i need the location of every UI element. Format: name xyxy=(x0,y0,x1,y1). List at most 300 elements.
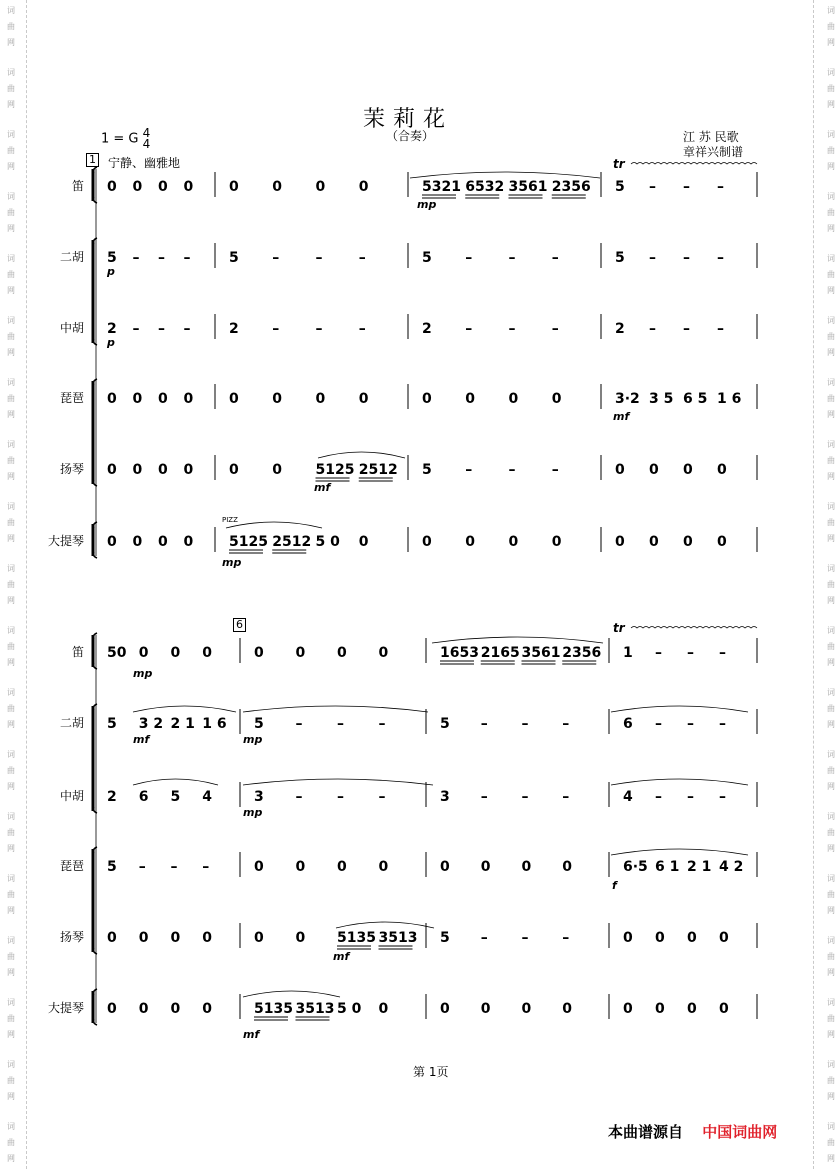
instrument-label-zhonghu: 中胡 xyxy=(59,321,84,335)
instrument-label-di: 笛 xyxy=(71,645,84,659)
note-erhu: 5 xyxy=(107,716,117,732)
watermark-glyph: 词 xyxy=(827,316,835,325)
note-erhu: – xyxy=(508,250,516,266)
note-di: – xyxy=(687,645,694,661)
dynamic-marking: mp xyxy=(243,806,263,819)
watermark-glyph: 网 xyxy=(827,596,835,605)
note-di: 0 xyxy=(295,645,306,661)
note-erhu: 5 xyxy=(229,250,239,266)
note-pipa: 0 xyxy=(422,391,432,407)
note-zhonghu: – xyxy=(315,321,323,337)
note-cello: 0 xyxy=(158,534,168,550)
watermark-glyph: 曲 xyxy=(827,642,835,651)
note-cello: 0 xyxy=(107,1001,117,1017)
watermark-glyph: 网 xyxy=(827,38,835,47)
slur xyxy=(133,706,236,712)
watermark-glyph: 网 xyxy=(827,100,835,109)
watermark-glyph: 网 xyxy=(7,782,15,791)
page-number: 第 1页 xyxy=(413,1065,449,1079)
note-zhonghu: 2 xyxy=(107,789,117,805)
note-pipa: 4 2 xyxy=(719,859,744,875)
bracket-hook-bottom xyxy=(93,663,97,669)
pizz-marking: PIZZ xyxy=(222,516,238,524)
watermark-glyph: 曲 xyxy=(7,84,15,93)
time-sig-bottom: 4 xyxy=(142,137,151,151)
watermark-glyph: 网 xyxy=(7,968,15,977)
note-di: 5321 xyxy=(422,179,461,195)
dynamic-marking: mf xyxy=(333,950,350,963)
watermark-glyph: 词 xyxy=(7,192,15,201)
watermark-glyph: 曲 xyxy=(7,518,15,527)
watermark-glyph: 词 xyxy=(7,378,15,387)
note-zhonghu: – xyxy=(562,789,570,805)
note-cello: 0 xyxy=(440,1001,450,1017)
note-pipa: 0 xyxy=(480,859,491,875)
note-di: 0 xyxy=(183,179,194,195)
watermark-glyph: 词 xyxy=(7,6,15,15)
note-di: 0 xyxy=(254,645,264,661)
watermark-glyph: 网 xyxy=(827,782,835,791)
watermark-glyph: 网 xyxy=(827,720,835,729)
instrument-label-erhu: 二胡 xyxy=(59,716,84,730)
slur xyxy=(611,706,748,712)
instrument-label-cello: 大提琴 xyxy=(47,1001,84,1015)
watermark-glyph: 词 xyxy=(7,68,15,77)
note-pipa: 0 xyxy=(358,391,369,407)
bracket-hook-bottom xyxy=(93,197,97,203)
note-di: 0 xyxy=(229,179,239,195)
watermark-glyph: 网 xyxy=(7,348,15,357)
note-zhonghu: – xyxy=(551,321,559,337)
watermark-glyph: 网 xyxy=(827,658,835,667)
note-zhonghu: – xyxy=(687,789,694,805)
note-cello: 5 0 xyxy=(337,1001,362,1017)
watermark-glyph: 网 xyxy=(827,1092,835,1101)
note-di: 0 xyxy=(272,179,282,195)
instrument-label-pipa: 琵琶 xyxy=(59,859,84,873)
note-di: 3561 xyxy=(508,179,548,195)
dynamic-marking: p xyxy=(107,336,115,349)
watermark-glyph: 曲 xyxy=(827,270,835,279)
dynamic-marking: p xyxy=(107,265,115,278)
note-erhu: – xyxy=(272,250,280,266)
note-di: 0 xyxy=(337,645,347,661)
note-erhu: 5 xyxy=(422,250,432,266)
note-yangqin: 0 xyxy=(687,930,697,946)
watermark-glyph: 词 xyxy=(7,998,15,1007)
note-erhu: 5 xyxy=(254,716,264,732)
watermark-glyph: 词 xyxy=(827,6,835,15)
watermark-glyph: 网 xyxy=(827,286,835,295)
note-cello: 0 xyxy=(508,534,519,550)
note-cello: 0 xyxy=(378,1001,389,1017)
watermark-glyph: 曲 xyxy=(827,1138,835,1147)
time-sig-top: 4 xyxy=(142,126,151,140)
note-cello: 2512 xyxy=(272,534,312,550)
arranger-credit: 章祥兴制谱 xyxy=(683,145,744,159)
note-cello: 0 xyxy=(615,534,625,550)
watermark-glyph: 词 xyxy=(827,254,835,263)
note-yangqin: 5125 xyxy=(315,462,355,478)
dynamic-marking: mp xyxy=(243,733,263,746)
note-yangqin: – xyxy=(551,462,559,478)
watermark-glyph: 网 xyxy=(7,224,15,233)
watermark-glyph: 网 xyxy=(827,224,835,233)
note-cello: 0 xyxy=(717,534,727,550)
note-di: 0 xyxy=(315,179,326,195)
bracket-hook-top xyxy=(93,989,97,995)
trill-marking: tr xyxy=(613,621,625,635)
watermark-glyph: 曲 xyxy=(7,828,15,837)
watermark-glyph: 词 xyxy=(7,1060,15,1069)
note-zhonghu: 2 xyxy=(422,321,432,337)
note-di: 1653 xyxy=(440,645,479,661)
note-cello: 3513 xyxy=(295,1001,335,1017)
watermark-glyph: 词 xyxy=(827,998,835,1007)
note-pipa: 1 6 xyxy=(717,391,742,407)
note-zhonghu: – xyxy=(717,321,724,337)
watermark-glyph: 网 xyxy=(7,844,15,853)
note-cello: 0 xyxy=(649,534,659,550)
watermark-glyph: 词 xyxy=(7,688,15,697)
watermark-glyph: 曲 xyxy=(7,208,15,217)
slur xyxy=(243,991,340,997)
note-yangqin: 5 xyxy=(440,930,450,946)
watermark-glyph: 词 xyxy=(7,874,15,883)
instrument-label-zhonghu: 中胡 xyxy=(59,789,84,803)
watermark-glyph: 曲 xyxy=(827,332,835,341)
watermark-glyph: 网 xyxy=(7,596,15,605)
watermark-glyph: 曲 xyxy=(7,890,15,899)
note-zhonghu: – xyxy=(480,789,488,805)
watermark-glyph: 词 xyxy=(7,1122,15,1131)
watermark-glyph: 曲 xyxy=(7,1138,15,1147)
note-yangqin: 0 xyxy=(107,930,117,946)
note-cello: 0 xyxy=(138,1001,149,1017)
note-zhonghu: 3 xyxy=(254,789,264,805)
watermark-glyph: 网 xyxy=(7,100,15,109)
watermark-glyph: 曲 xyxy=(827,890,835,899)
note-di: 0 xyxy=(138,645,149,661)
note-erhu: 2 1 xyxy=(170,716,195,732)
watermark-glyph: 词 xyxy=(827,1060,835,1069)
watermark-glyph: 词 xyxy=(827,688,835,697)
watermark-glyph: 网 xyxy=(827,906,835,915)
note-erhu: 5 xyxy=(615,250,625,266)
watermark-glyph: 词 xyxy=(827,130,835,139)
watermark-glyph: 曲 xyxy=(7,580,15,589)
slur xyxy=(611,779,748,785)
note-yangqin: 0 xyxy=(683,462,693,478)
note-yangqin: 5 xyxy=(422,462,432,478)
trill-wave xyxy=(631,627,757,629)
note-di: 6532 xyxy=(465,179,505,195)
note-zhonghu: – xyxy=(272,321,280,337)
note-di: – xyxy=(717,179,724,195)
note-pipa: – xyxy=(170,859,178,875)
dynamic-marking: mf xyxy=(314,481,331,494)
note-cello: 0 xyxy=(107,534,117,550)
song-title: 茉莉花 xyxy=(363,107,454,132)
note-di: 0 xyxy=(202,645,212,661)
note-erhu: – xyxy=(683,250,690,266)
watermark-glyph: 网 xyxy=(7,472,15,481)
note-cello: 0 xyxy=(623,1001,633,1017)
note-erhu: – xyxy=(132,250,140,266)
note-yangqin: 0 xyxy=(254,930,264,946)
note-erhu: – xyxy=(378,716,386,732)
dynamic-marking: f xyxy=(612,879,617,892)
watermark-glyph: 网 xyxy=(7,906,15,915)
watermark-glyph: 词 xyxy=(827,1122,835,1131)
watermark-glyph: 词 xyxy=(7,254,15,263)
note-erhu: – xyxy=(719,716,726,732)
note-zhonghu: 4 xyxy=(202,789,212,805)
watermark-glyph: 词 xyxy=(7,812,15,821)
note-yangqin: – xyxy=(521,930,529,946)
source-prefix: 本曲谱源自 xyxy=(608,1123,684,1141)
note-zhonghu: – xyxy=(378,789,386,805)
note-di: – xyxy=(719,645,726,661)
note-erhu: – xyxy=(655,716,662,732)
watermark-glyph: 词 xyxy=(827,564,835,573)
note-pipa: 0 xyxy=(440,859,450,875)
note-pipa: 0 xyxy=(158,391,168,407)
note-erhu: 5 xyxy=(440,716,450,732)
note-zhonghu: – xyxy=(683,321,690,337)
slur xyxy=(243,706,428,712)
bracket-hook-bottom xyxy=(93,552,97,558)
expression-marking: 宁静、幽雅地 xyxy=(108,156,181,170)
rehearsal-mark-6: 6 xyxy=(233,618,246,632)
note-pipa: 0 xyxy=(295,859,306,875)
note-erhu: – xyxy=(649,250,656,266)
note-cello: 0 xyxy=(521,1001,532,1017)
watermark-glyph: 词 xyxy=(827,750,835,759)
note-yangqin: 0 xyxy=(719,930,729,946)
note-di: 0 xyxy=(170,645,181,661)
watermark-glyph: 词 xyxy=(827,378,835,387)
watermark-glyph: 曲 xyxy=(827,766,835,775)
watermark-glyph: 曲 xyxy=(7,704,15,713)
slur xyxy=(611,849,748,855)
watermark-glyph: 曲 xyxy=(827,952,835,961)
watermark-glyph: 网 xyxy=(827,1154,835,1163)
note-yangqin: 0 xyxy=(183,462,194,478)
note-zhonghu: 4 xyxy=(623,789,633,805)
watermark-glyph: 词 xyxy=(827,68,835,77)
note-yangqin: – xyxy=(465,462,473,478)
watermark-glyph: 网 xyxy=(7,1030,15,1039)
slur xyxy=(410,172,600,178)
note-cello: 0 xyxy=(465,534,475,550)
note-pipa: 3·2 xyxy=(615,391,640,407)
watermark-glyph: 网 xyxy=(827,162,835,171)
note-pipa: 0 xyxy=(107,391,117,407)
note-pipa: 0 xyxy=(337,859,347,875)
note-zhonghu: – xyxy=(337,789,344,805)
note-erhu: – xyxy=(717,250,724,266)
watermark-glyph: 网 xyxy=(7,1092,15,1101)
note-zhonghu: 2 xyxy=(229,321,239,337)
watermark-glyph: 词 xyxy=(7,936,15,945)
note-yangqin: – xyxy=(480,930,488,946)
slur xyxy=(133,779,218,785)
note-pipa: 6 5 xyxy=(683,391,708,407)
note-pipa: 0 xyxy=(465,391,475,407)
watermark-glyph: 网 xyxy=(827,968,835,977)
note-erhu: – xyxy=(687,716,694,732)
key-text: 1 = G xyxy=(101,131,139,147)
dynamic-marking: mp xyxy=(222,556,242,569)
note-pipa: 0 xyxy=(521,859,532,875)
instrument-label-erhu: 二胡 xyxy=(59,250,84,264)
watermark-glyph: 网 xyxy=(7,286,15,295)
instrument-label-cello: 大提琴 xyxy=(47,534,84,548)
note-zhonghu: 3 xyxy=(440,789,450,805)
note-erhu: – xyxy=(521,716,529,732)
origin-credit: 江 苏 民歌 xyxy=(683,130,739,144)
watermark-glyph: 网 xyxy=(7,1154,15,1163)
note-pipa: 0 xyxy=(315,391,326,407)
note-di: – xyxy=(683,179,690,195)
note-erhu: – xyxy=(480,716,488,732)
note-di: 0 xyxy=(358,179,369,195)
note-pipa: 3 5 xyxy=(649,391,674,407)
note-cello: 0 xyxy=(562,1001,572,1017)
bracket-hook-top xyxy=(93,633,97,639)
note-pipa: 2 1 xyxy=(687,859,712,875)
watermark-glyph: 曲 xyxy=(827,146,835,155)
trill-marking: tr xyxy=(613,157,625,171)
note-erhu: 3 2 xyxy=(138,716,164,732)
watermark-glyph: 词 xyxy=(827,812,835,821)
watermark-glyph: 曲 xyxy=(827,1076,835,1085)
dynamic-marking: mp xyxy=(133,667,153,680)
watermark-glyph: 网 xyxy=(7,534,15,543)
watermark-glyph: 曲 xyxy=(7,270,15,279)
watermark-glyph: 曲 xyxy=(827,518,835,527)
note-yangqin: 0 xyxy=(132,462,143,478)
watermark-glyph: 词 xyxy=(827,626,835,635)
note-pipa: – xyxy=(202,859,210,875)
watermark-glyph: 网 xyxy=(7,720,15,729)
source-credit xyxy=(608,1121,777,1142)
note-di: 2356 xyxy=(562,645,602,661)
note-yangqin: 0 xyxy=(615,462,625,478)
note-yangqin: 0 xyxy=(623,930,633,946)
bracket-hook-bottom xyxy=(93,948,97,954)
slur xyxy=(226,522,322,528)
instrument-label-di: 笛 xyxy=(71,179,84,193)
note-di: 0 xyxy=(378,645,389,661)
note-zhonghu: 2 xyxy=(615,321,625,337)
note-erhu: – xyxy=(551,250,559,266)
watermark-glyph: 词 xyxy=(7,564,15,573)
note-yangqin: 0 xyxy=(272,462,282,478)
note-pipa: 0 xyxy=(378,859,389,875)
note-cello: 0 xyxy=(170,1001,181,1017)
watermark-glyph: 网 xyxy=(827,472,835,481)
watermark-glyph: 词 xyxy=(7,502,15,511)
note-cello: 0 xyxy=(687,1001,697,1017)
watermark-glyph: 曲 xyxy=(827,704,835,713)
watermark-glyph: 曲 xyxy=(827,394,835,403)
watermark-glyph: 词 xyxy=(827,874,835,883)
note-pipa: 6·5 xyxy=(623,859,648,875)
dynamic-marking: mf xyxy=(243,1028,260,1041)
note-yangqin: – xyxy=(508,462,516,478)
note-pipa: 0 xyxy=(254,859,264,875)
watermark-glyph: 词 xyxy=(7,440,15,449)
note-pipa: 6 1 xyxy=(655,859,680,875)
watermark-glyph: 网 xyxy=(7,38,15,47)
note-zhonghu: 5 xyxy=(170,789,181,805)
slur xyxy=(336,922,434,928)
watermark-glyph: 曲 xyxy=(827,828,835,837)
rehearsal-mark-1: 1 xyxy=(86,153,99,167)
note-yangqin: 0 xyxy=(138,930,149,946)
slur xyxy=(243,779,433,785)
note-cello: 0 xyxy=(183,534,194,550)
dynamic-marking: mf xyxy=(613,410,630,423)
note-yangqin: 0 xyxy=(229,462,239,478)
note-pipa: 0 xyxy=(272,391,282,407)
note-zhonghu: – xyxy=(655,789,662,805)
dynamic-marking: mp xyxy=(417,198,437,211)
watermark-glyph: 曲 xyxy=(7,332,15,341)
watermark-glyph: 词 xyxy=(827,936,835,945)
dynamic-marking: mf xyxy=(133,733,150,746)
note-erhu: – xyxy=(337,716,344,732)
slur xyxy=(432,637,603,643)
watermark-glyph: 曲 xyxy=(7,456,15,465)
slur xyxy=(318,452,405,458)
note-di: 2165 xyxy=(480,645,520,661)
watermark-glyph: 网 xyxy=(827,844,835,853)
note-cello: 0 xyxy=(655,1001,665,1017)
bracket-hook-top xyxy=(93,847,97,853)
watermark-glyph: 曲 xyxy=(827,208,835,217)
note-pipa: 0 xyxy=(183,391,194,407)
note-cello: 0 xyxy=(480,1001,491,1017)
note-yangqin: – xyxy=(562,930,570,946)
note-zhonghu: – xyxy=(295,789,303,805)
note-yangqin: 0 xyxy=(158,462,168,478)
note-erhu: 6 xyxy=(623,716,633,732)
note-erhu: 5 xyxy=(107,250,117,266)
watermark-glyph: 网 xyxy=(7,162,15,171)
note-di: 0 xyxy=(158,179,168,195)
bracket-hook-top xyxy=(93,522,97,528)
watermark-glyph: 曲 xyxy=(7,766,15,775)
instrument-label-yangqin: 扬琴 xyxy=(59,930,84,944)
watermark-glyph: 网 xyxy=(827,410,835,419)
watermark-glyph: 曲 xyxy=(827,1014,835,1023)
note-erhu: – xyxy=(158,250,165,266)
source-site-link[interactable]: 中国词曲网 xyxy=(702,1123,778,1141)
note-cello: 0 xyxy=(551,534,562,550)
note-di: 2356 xyxy=(551,179,591,195)
note-zhonghu: – xyxy=(649,321,656,337)
watermark-glyph: 曲 xyxy=(827,84,835,93)
watermark-glyph: 曲 xyxy=(7,952,15,961)
watermark-glyph: 曲 xyxy=(7,394,15,403)
note-yangqin: 3513 xyxy=(378,930,418,946)
watermark-glyph: 曲 xyxy=(7,1076,15,1085)
note-pipa: 0 xyxy=(508,391,519,407)
note-zhonghu: 2 xyxy=(107,321,117,337)
